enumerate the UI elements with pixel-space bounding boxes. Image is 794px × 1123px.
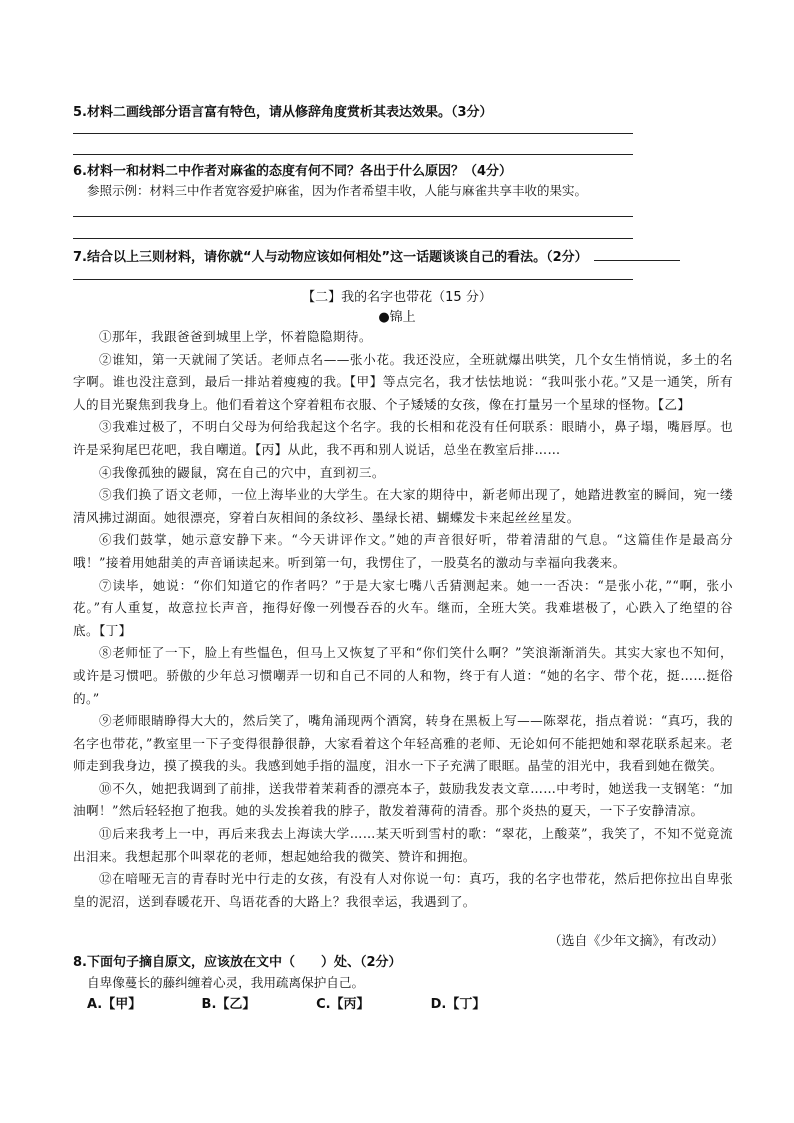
- option-d[interactable]: D.【丁】: [430, 997, 486, 1012]
- source-note: （选自《少年文摘》，有改动）: [548, 934, 724, 949]
- answer-line[interactable]: [73, 133, 633, 134]
- question-7: [73, 246, 680, 265]
- paragraph: ⑫在喑哑无言的青春时光中行走的女孩，有没有人对你说一句：真巧，我的名字也带花，然后把你拉出自卑张皇的泥沼，送到春暖花开、鸟语花香的大路上？我很幸运，我遇到了。: [73, 871, 733, 909]
- option-c[interactable]: C.【丙】: [316, 997, 370, 1012]
- passage: [73, 326, 733, 913]
- paragraph: ⑥我们鼓掌，她示意安静下来。“今天讲评作文。”她的声音很好听，带着清甜的气息。“这篇佳作是最高分哦！”接着用她甜美的声音诵读起来。听到第一句，我愣住了，一股莫名的激动与幸福向我袭来。: [73, 532, 733, 570]
- section-title: 【二】我的名字也带花（15 分）: [302, 290, 492, 305]
- reference-example: 参照示例：材料三中作者宽容爱护麻雀，因为作者希望丰收，人能与麻雀共享丰收的果实。: [87, 183, 588, 198]
- question-8-sentence: 自卑像蔓长的藤纠缠着心灵，我用疏离保护自己。: [87, 975, 365, 990]
- paragraph: ⑨老师眼睛睁得大大的，然后笑了，嘴角涌现两个酒窝，转身在黑板上写——陈翠花，指点着说：“真巧，我的名字也带花，”教室里一下子变得很静很静，大家看着这个年轻高雅的老师、无论如何不能把她和翠花联系起来。老师走到我身边，摸了摸我的头。我感到她手指的温度，泪水一下子充满了眼眶。晶莹的泪光中，我看到她在微笑。: [73, 713, 733, 774]
- author-line: ●锦上: [378, 310, 416, 325]
- answer-blank[interactable]: [594, 248, 680, 261]
- option-b[interactable]: B.【乙】: [201, 997, 256, 1012]
- answer-line[interactable]: [73, 154, 633, 155]
- question-6: 6.材料一和材料二中作者对麻雀的态度有何不同？各出于什么原因？（4分）: [73, 164, 513, 179]
- paragraph: ④我像孤独的鼹鼠，窝在自己的穴中，直到初三。: [99, 464, 385, 480]
- paragraph: ⑤我们换了语文老师，一位上海毕业的大学生。在大家的期待中，新老师出现了，她踏进教室的瞬间，宛一缕清风拂过湖面。她很漂亮，穿着白灰相间的条纹衫、墨绿长裙、蝴蝶发卡来起丝丝星发。: [73, 487, 733, 525]
- options: [87, 993, 541, 1012]
- paragraph: ③我难过极了，不明白父母为何给我起这个名字。我的长相和花没有任何联系：眼睛小，鼻子塌，嘴唇厚。也许是采狗尾巴花吧，我自嘲道。【丙】从此，我不再和别人说话，总坐在教室后排……: [73, 419, 733, 457]
- paragraph: ②谁知，第一天就闹了笑话。老师点名——张小花。我还没应，全班就爆出哄笑，几个女生悄悄说，多土的名字啊。谁也没注意到，最后一排站着瘦瘦的我。【甲】等点完名，我才怯怯地说：“我叫张小花。”又是一通笑，所有人的目光聚焦到我身上。他们看着这个穿着粗布衣服、个子矮矮的女孩，像在打量另一个星球的怪物。【乙】: [73, 351, 733, 412]
- answer-line[interactable]: [73, 216, 633, 217]
- answer-line[interactable]: [73, 279, 633, 280]
- question-8: 8.下面句子摘自原文，应该放在文中（ ）处、（2分）: [73, 955, 402, 970]
- paragraph: ⑧老师怔了一下，脸上有些愠色，但马上又恢复了平和“你们笑什么啊？”笑浪渐渐消失。其实大家也不知何，或许是习惯吧。骄傲的少年总习惯嘲弄一切和自己不同的人和物，终于有人道：“她的名字、带个花，挺……挺俗的。”: [73, 645, 733, 706]
- paragraph: ⑩不久，她把我调到了前排，送我带着茉莉香的漂亮本子，鼓励我发表文章……中考时，她送我一支钢笔：“加油啊！”然后轻轻抱了抱我。她的头发挨着我的脖子，散发着薄荷的清香。那个炎热的夏天，一下子安静清凉。: [73, 780, 733, 819]
- question-7-text: 7.结合以上三则材料，请你就“人与动物应该如何相处”这一话题谈谈自己的看法。（2分）: [73, 250, 588, 265]
- paragraph: ①那年，我跟爸爸到城里上学，怀着隐隐期待。: [99, 329, 372, 344]
- paragraph: ⑦读毕，她说：“你们知道它的作者吗？”于是大家七嘴八舌猜测起来。她一一否决：“是张小花，”“啊，张小花。”有人重复，故意拉长声音，拖得好像一列慢吞吞的火车。继而，全班大笑。我难堪极了，心跌入了绝望的谷底。【丁】: [73, 577, 733, 638]
- answer-line[interactable]: [73, 238, 633, 239]
- option-a[interactable]: A.【甲】: [87, 997, 142, 1012]
- question-5: 5.材料二画线部分语言富有特色，请从修辞角度赏析其表达效果。（3分）: [73, 105, 493, 120]
- paragraph: ⑪后来我考上一中，再后来我去上海读大学……某天听到雪村的歌：“翠花，上酸菜”，我笑了，不知不觉竟流出泪来。我想起那个叫翠花的老师，想起她给我的微笑、赞许和拥抱。: [73, 826, 733, 864]
